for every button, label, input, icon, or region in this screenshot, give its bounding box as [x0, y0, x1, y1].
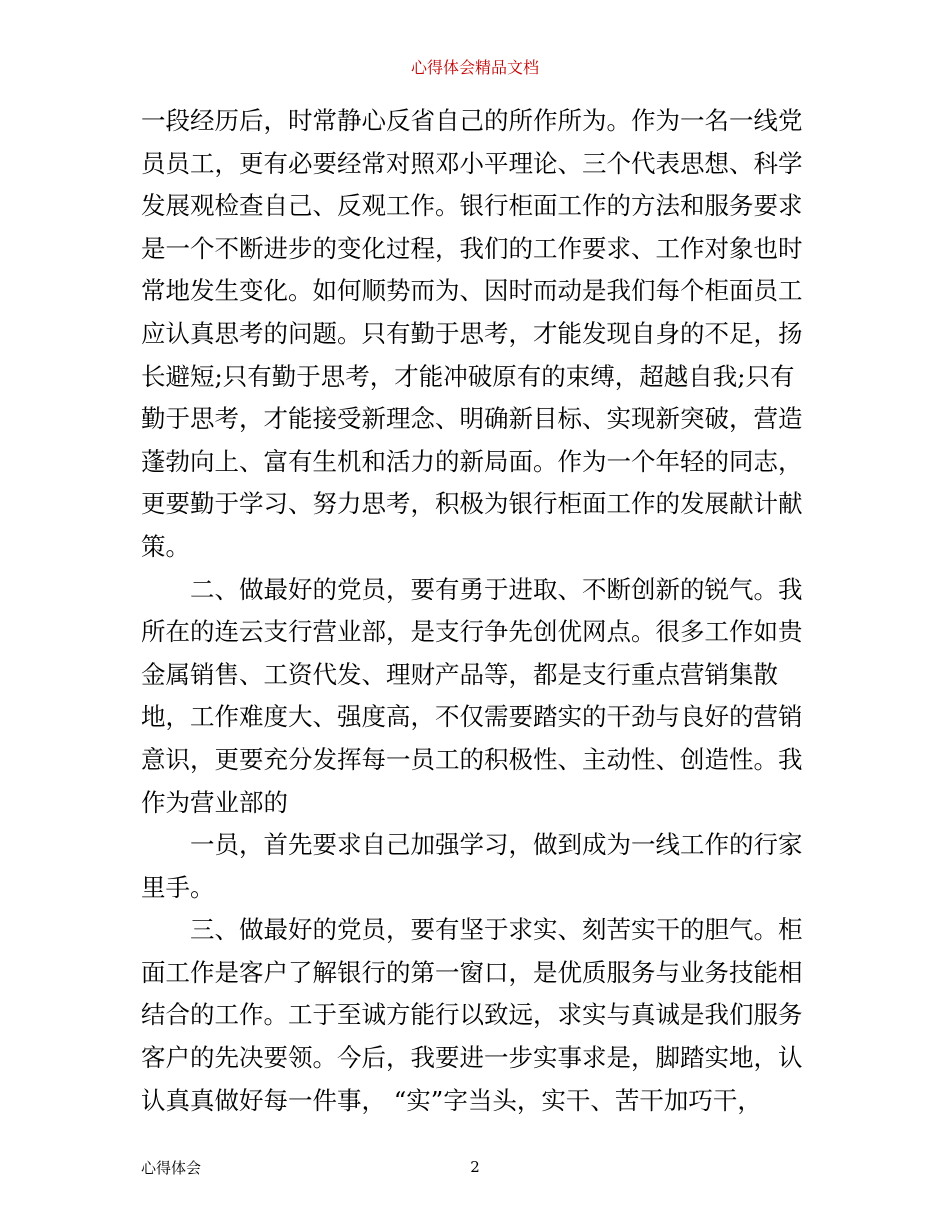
document-body — [141, 100, 811, 1122]
document-header-title: 心得体会精品文档 — [410, 58, 539, 77]
page-number: 2 — [470, 1158, 480, 1176]
body-text-line: 策。 — [141, 531, 190, 561]
body-text-line: 意识，更要充分发挥每一员工的积极性、主动性、创造性。我 — [141, 744, 803, 774]
footer-label: 心得体会 — [141, 1159, 202, 1177]
body-text-line: 认真真做好每一件事， “实”字当头，实干、苦干加巧干， — [141, 1085, 762, 1115]
body-text-line: 勤于思考，才能接受新理念、明确新目标、实现新突破，营造 — [141, 404, 803, 434]
body-text-line: 常地发生变化。如何顺势而为、因时而动是我们每个柜面员工 — [141, 276, 803, 306]
body-text-line: 二、做最好的党员，要有勇于进取、不断创新的锐气。我 — [190, 574, 803, 604]
body-text-line: 地，工作难度大、强度高，不仅需要踏实的干劲与良好的营销 — [141, 702, 803, 732]
body-text-line: 三、做最好的党员，要有坚于求实、刻苦实干的胆气。柜 — [190, 915, 803, 945]
body-text-line: 作为营业部的 — [141, 787, 288, 817]
body-text-line: 长避短;只有勤于思考，才能冲破原有的束缚，超越自我;只有 — [141, 361, 795, 391]
body-text-line: 一段经历后，时常静心反省自己的所作所为。作为一名一线党 — [141, 106, 803, 135]
body-text-line: 发展观检查自己、反观工作。银行柜面工作的方法和服务要求 — [141, 191, 803, 221]
body-text-line: 里手。 — [141, 872, 215, 902]
body-text-line: 蓬勃向上、富有生机和活力的新局面。作为一个年轻的同志， — [141, 446, 803, 476]
body-text-line: 是一个不断进步的变化过程，我们的工作要求、工作对象也时 — [141, 233, 803, 263]
body-text-line: 所在的连云支行营业部，是支行争先创优网点。很多工作如贵 — [141, 617, 803, 647]
body-text-line: 员员工，更有必要经常对照邓小平理论、三个代表思想、科学 — [141, 148, 803, 178]
body-text-line: 金属销售、工资代发、理财产品等，都是支行重点营销集散 — [141, 659, 778, 689]
body-text-line: 结合的工作。工于至诚方能行以致远，求实与真诚是我们服务 — [141, 1000, 803, 1030]
body-text-line: 客户的先决要领。今后，我要进一步实事求是，脚踏实地，认 — [141, 1043, 803, 1073]
body-text-line: 一员，首先要求自己加强学习，做到成为一线工作的行家 — [190, 830, 803, 860]
body-text-line: 面工作是客户了解银行的第一窗口，是优质服务与业务技能相 — [141, 957, 803, 987]
body-text-line: 应认真思考的问题。只有勤于思考，才能发现自身的不足，扬 — [141, 318, 803, 348]
body-text-line: 更要勤于学习、努力思考，积极为银行柜面工作的发展献计献 — [141, 489, 803, 519]
